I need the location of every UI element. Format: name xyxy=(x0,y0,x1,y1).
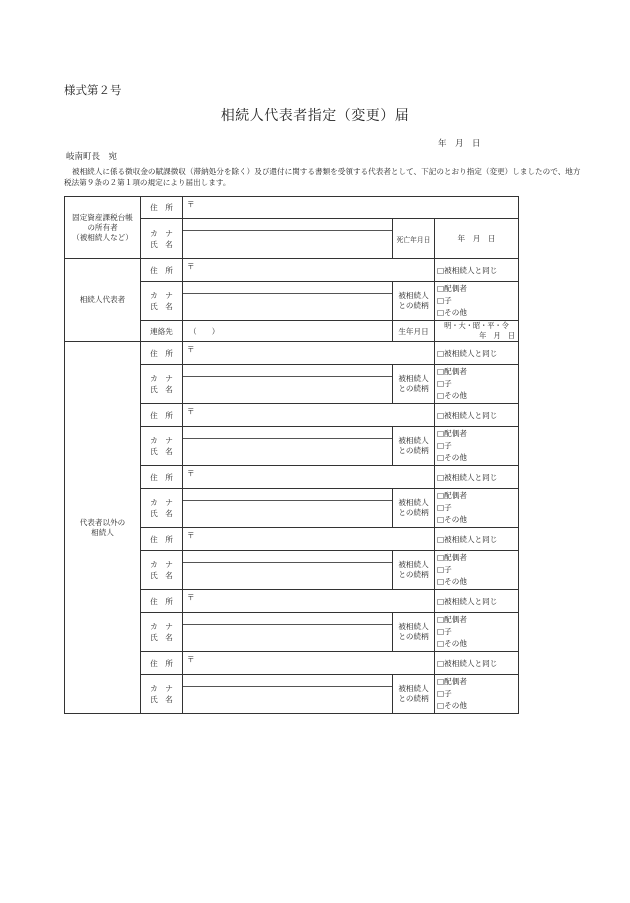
heir-address-field[interactable] xyxy=(183,466,435,489)
heir-address-label: 住 所 xyxy=(141,342,183,365)
spouse-checkbox[interactable]: □配偶者 xyxy=(437,615,467,624)
relation-options xyxy=(435,282,519,321)
relation-label: 被相続人 との続柄 xyxy=(393,551,435,590)
death-date-field[interactable]: 年 月 日 xyxy=(435,219,519,259)
relation-label: 被相続人 との続柄 xyxy=(393,365,435,404)
death-date-label: 死亡年月日 xyxy=(393,219,435,259)
declaration-text: 被相続人に係る徴収金の賦課徴収（滞納処分を除く）及び還付に関する書類を受領する代表者として、下記のとおり指定（変更）しましたので、地方税法第９条の２第１項の規定により届出します。 xyxy=(64,167,581,187)
heir-name-label: カ ナ 氏 名 xyxy=(141,613,183,652)
owner-address-field[interactable] xyxy=(183,197,519,219)
child-checkbox[interactable]: □子 xyxy=(437,503,452,512)
spouse-checkbox[interactable]: □配偶者 xyxy=(437,491,467,500)
kana-divider xyxy=(183,686,392,687)
heir-name-label: カ ナ 氏 名 xyxy=(141,365,183,404)
zip-mark: 〒 xyxy=(187,593,195,602)
relation-options xyxy=(435,365,519,404)
relation-options xyxy=(435,427,519,466)
relation-options xyxy=(435,489,519,528)
kana-divider xyxy=(183,230,392,231)
relation-label: 被相続人 との続柄 xyxy=(393,427,435,466)
relation-options xyxy=(435,613,519,652)
heir-address-field[interactable] xyxy=(183,652,435,675)
heir-name-label: カ ナ 氏 名 xyxy=(141,489,183,528)
rep-name-field[interactable] xyxy=(183,282,393,321)
zip-mark: 〒 xyxy=(187,200,195,209)
heir-address-label: 住 所 xyxy=(141,652,183,675)
relation-options xyxy=(435,551,519,590)
relation-label: 被相続人 との続柄 xyxy=(393,282,435,321)
heir-address-label: 住 所 xyxy=(141,590,183,613)
heir-name-label: カ ナ 氏 名 xyxy=(141,675,183,714)
owner-name-field[interactable] xyxy=(183,219,393,259)
rep-address-label: 住 所 xyxy=(141,259,183,282)
child-checkbox[interactable]: □子 xyxy=(437,627,452,636)
form-number: 様式第２号 xyxy=(64,83,122,97)
spouse-checkbox[interactable]: □配偶者 xyxy=(437,429,467,438)
contact-field[interactable]: （ ） xyxy=(183,321,393,342)
zip-mark: 〒 xyxy=(187,531,195,540)
other-checkbox[interactable]: □その他 xyxy=(437,577,467,586)
contact-label: 連絡先 xyxy=(141,321,183,342)
relation-label: 被相続人 との続柄 xyxy=(393,613,435,652)
rep-address-row xyxy=(65,259,519,282)
kana-divider xyxy=(183,293,392,294)
same-as-deceased-checkbox[interactable]: □被相続人と同じ xyxy=(435,652,519,675)
spouse-checkbox[interactable]: □配偶者 xyxy=(437,677,467,686)
heir-name-field[interactable] xyxy=(183,489,393,528)
child-checkbox[interactable]: □子 xyxy=(437,689,452,698)
submission-date[interactable]: 年 月 日 xyxy=(438,139,481,149)
inheritance-form-table xyxy=(64,196,519,714)
kana-divider xyxy=(183,500,392,501)
spouse-checkbox[interactable]: □配偶者 xyxy=(437,367,467,376)
heir-name-label: カ ナ 氏 名 xyxy=(141,551,183,590)
kana-divider xyxy=(183,376,392,377)
other-checkbox[interactable]: □その他 xyxy=(437,515,467,524)
heir-name-field[interactable] xyxy=(183,551,393,590)
relation-label: 被相続人 との続柄 xyxy=(393,675,435,714)
owner-section-label: 固定資産課税台帳 の所有者 （被相続人など） xyxy=(65,197,141,259)
birth-date-label: 生年月日 xyxy=(393,321,435,342)
spouse-checkbox[interactable]: □配偶者 xyxy=(437,553,467,562)
same-as-deceased-checkbox[interactable]: □被相続人と同じ xyxy=(435,342,519,365)
child-checkbox[interactable]: □子 xyxy=(437,379,452,388)
owner-address-label: 住 所 xyxy=(141,197,183,219)
heir-address-field[interactable] xyxy=(183,590,435,613)
kana-divider xyxy=(183,562,392,563)
heir-address-row xyxy=(65,342,519,365)
heir-name-field[interactable] xyxy=(183,613,393,652)
zip-mark: 〒 xyxy=(187,407,195,416)
form-title: 相続人代表者指定（変更）届 xyxy=(220,108,410,124)
other-checkbox[interactable]: □その他 xyxy=(437,308,467,317)
addressee: 岐南町長 宛 xyxy=(66,152,118,162)
heir-name-field[interactable] xyxy=(183,427,393,466)
rep-address-field[interactable] xyxy=(183,259,435,282)
owner-name-label: カ ナ 氏 名 xyxy=(141,219,183,259)
heir-address-field[interactable] xyxy=(183,342,435,365)
heir-address-label: 住 所 xyxy=(141,528,183,551)
other-checkbox[interactable]: □その他 xyxy=(437,391,467,400)
other-checkbox[interactable]: □その他 xyxy=(437,639,467,648)
heir-address-field[interactable] xyxy=(183,528,435,551)
zip-mark: 〒 xyxy=(187,469,195,478)
heir-address-label: 住 所 xyxy=(141,404,183,427)
heir-name-label: カ ナ 氏 名 xyxy=(141,427,183,466)
same-as-deceased-checkbox[interactable]: □被相続人と同じ xyxy=(435,466,519,489)
kana-divider xyxy=(183,624,392,625)
spouse-checkbox[interactable]: □配偶者 xyxy=(437,284,467,293)
child-checkbox[interactable]: □子 xyxy=(437,565,452,574)
zip-mark: 〒 xyxy=(187,655,195,664)
relation-label: 被相続人 との続柄 xyxy=(393,489,435,528)
representative-section-label: 相続人代表者 xyxy=(65,259,141,342)
heir-name-field[interactable] xyxy=(183,365,393,404)
child-checkbox[interactable]: □子 xyxy=(437,296,452,305)
same-as-deceased-checkbox[interactable]: □被相続人と同じ xyxy=(435,259,519,282)
zip-mark: 〒 xyxy=(187,345,195,354)
rep-name-label: カ ナ 氏 名 xyxy=(141,282,183,321)
zip-mark: 〒 xyxy=(187,262,195,271)
same-as-deceased-checkbox[interactable]: □被相続人と同じ xyxy=(435,404,519,427)
heir-address-field[interactable] xyxy=(183,404,435,427)
heir-address-label: 住 所 xyxy=(141,466,183,489)
other-checkbox[interactable]: □その他 xyxy=(437,701,467,710)
same-as-deceased-checkbox[interactable]: □被相続人と同じ xyxy=(435,528,519,551)
kana-divider xyxy=(183,438,392,439)
owner-address-row xyxy=(65,197,519,219)
other-checkbox[interactable]: □その他 xyxy=(437,453,467,462)
heir-name-field[interactable] xyxy=(183,675,393,714)
other-heirs-section-label: 代表者以外の 相続人 xyxy=(65,342,141,714)
relation-options xyxy=(435,675,519,714)
child-checkbox[interactable]: □子 xyxy=(437,441,452,450)
birth-date-field[interactable]: 明・大・昭・平・令 年 月 日 xyxy=(435,321,519,342)
same-as-deceased-checkbox[interactable]: □被相続人と同じ xyxy=(435,590,519,613)
